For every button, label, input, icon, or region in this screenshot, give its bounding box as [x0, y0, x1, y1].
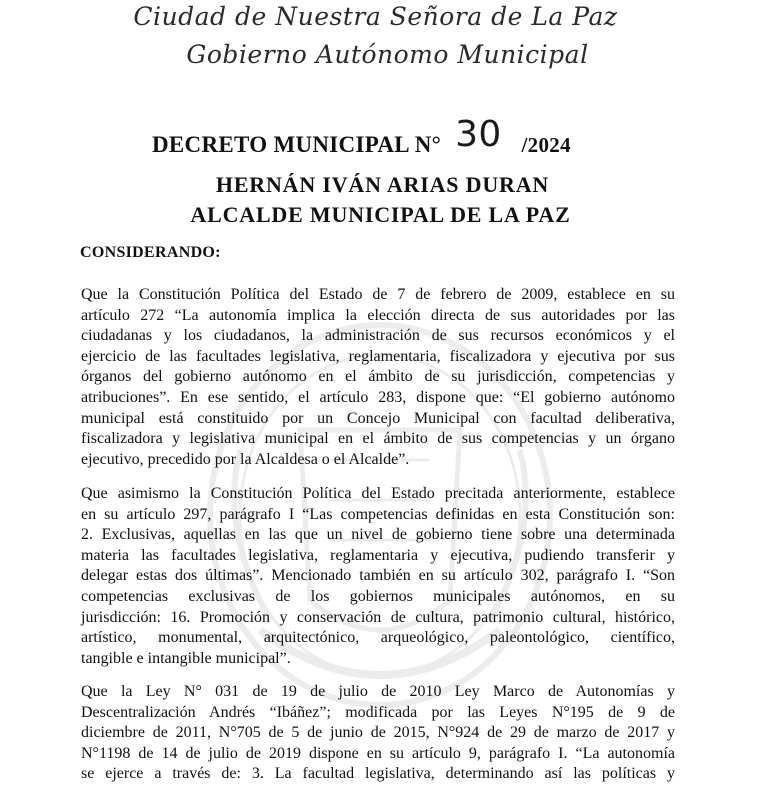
paragraph-line: ejercicio de las facultades legislativa, reglamentaria, fiscalizadora y ejecutiva por sus — [81, 347, 675, 365]
paragraph-3 — [81, 682, 675, 785]
letterhead-city: Ciudad de Nuestra Señora de La Paz — [133, 2, 618, 31]
paragraph-line: artículo 272 “La autonomía implica la elección directa de sus autoridades por las — [81, 306, 675, 324]
paragraph-line: Descentralización Andrés “Ibáñez”; modificada por las Leyes N°195 de 9 de — [81, 703, 675, 721]
paragraph-line: delegar estas dos últimas”. Mencionado también en su artículo 302, parágrafo I. “Son — [81, 567, 675, 585]
section-heading: CONSIDERANDO: — [80, 244, 221, 261]
paragraph-line: 2. Exclusivas, aquellas en las que un nivel de gobierno tiene sobre una determinada — [81, 526, 675, 544]
paragraph-line: ejecutivo, precedido por la Alcaldesa o el Alcalde”. — [81, 450, 410, 468]
decree-number: 30 — [455, 114, 502, 155]
decree-year: /2024 — [521, 133, 571, 157]
paragraph-line: jurisdicción: 16. Promoción y conservación de cultura, patrimonio cultural, histórico, — [81, 608, 675, 626]
paragraph-line: artístico, monumental, arquitectónico, arqueológico, paleontológico, científico, — [81, 629, 675, 647]
authority-name: HERNÁN IVÁN ARIAS DURAN — [215, 172, 550, 197]
paragraph-line: en su artículo 297, parágrafo I “Las competencias definidas en esta Constitución son: — [81, 505, 675, 523]
authority-title: ALCALDE MUNICIPAL DE LA PAZ — [190, 202, 571, 227]
paragraph-line: se ejerce a través de: 3. La facultad legislativa, determinando así las políticas y — [81, 765, 675, 783]
letterhead-government: Gobierno Autónomo Municipal — [186, 40, 589, 69]
decree-title — [152, 114, 571, 161]
paragraph-line: ciudadanas y los ciudadanos, la administración de sus recursos económicos y el — [81, 327, 675, 345]
paragraph-line: atribuciones”. En ese sentido, el artículo 283, dispone que: “El gobierno autónomo — [81, 388, 675, 406]
paragraph-line: Que la Ley N° 031 de 19 de julio de 2010 Ley Marco de Autonomías y — [81, 683, 675, 700]
paragraph-line: municipal está constituido por un Concejo Municipal con facultad deliberativa, — [81, 409, 675, 427]
paragraph-2 — [81, 484, 675, 669]
paragraph-line: competencias exclusivas de los gobiernos municipales autónomos, en su — [81, 587, 675, 605]
paragraph-line: fiscalizadora y legislativa municipal en el ámbito de sus competencias y un órgano — [81, 430, 675, 448]
paragraph-line: Que asimismo la Constitución Política del Estado precitada anteriormente, establece — [81, 485, 675, 502]
decree-prefix: DECRETO MUNICIPAL N° — [152, 132, 442, 157]
paragraph-line: N°1198 de 14 de julio de 2019 dispone en su artículo 9, parágrafo I. “La autonomía — [81, 744, 675, 762]
paragraph-line: diciembre de 2011, N°705 de 5 de junio de 2015, N°924 de 29 de marzo de 2017 y — [81, 724, 675, 742]
paragraph-line: tangible e intangible municipal”. — [81, 649, 291, 667]
paragraph-line: Que la Constitución Política del Estado de 7 de febrero de 2009, establece en su — [81, 286, 675, 303]
paragraph-line: materia las facultades legislativa, reglamentaria y ejecutiva, pudiendo transferir y — [81, 546, 675, 564]
paragraph-line: órganos del gobierno autónomo en el ámbito de su jurisdicción, competencias y — [81, 368, 675, 386]
paragraph-1 — [81, 285, 675, 470]
